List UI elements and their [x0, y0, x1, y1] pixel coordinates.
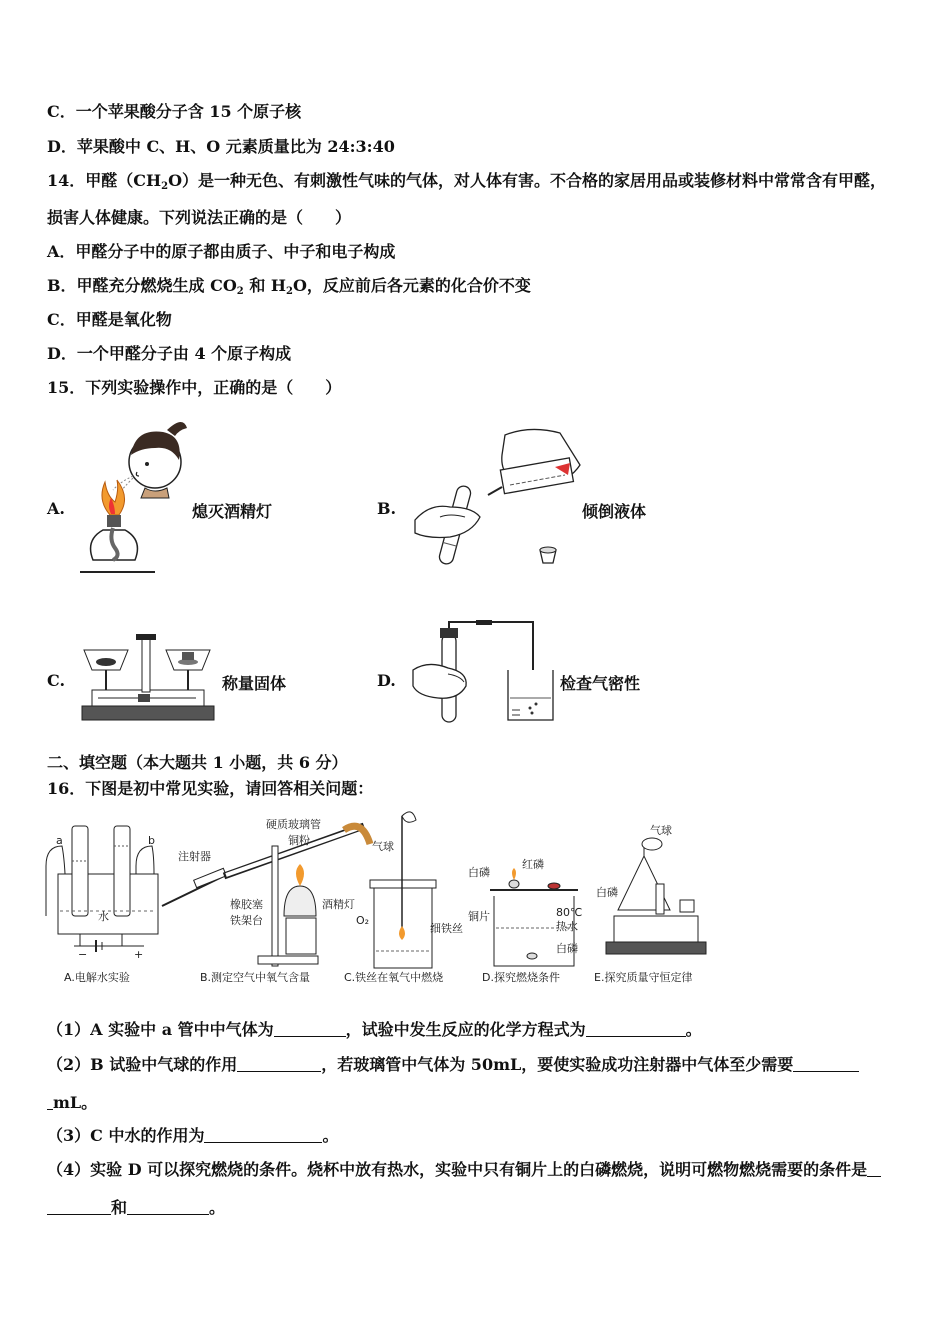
q13-option-d: D．苹果酸中 C、H、O 元素质量比为 24:3:40 [47, 137, 395, 156]
q15-option-a-caption: 熄灭酒精灯 [192, 502, 273, 521]
label-minus: − [78, 948, 88, 961]
label-water: 水 [98, 910, 109, 923]
q15-option-c-caption: 称量固体 [222, 674, 287, 693]
q16-sub3: （3）C 中水的作用为 。 [47, 1126, 339, 1145]
mass-conservation-apparatus [594, 823, 706, 984]
label-red-p: 红磷 [522, 858, 544, 871]
q15-option-b-caption: 倾倒液体 [582, 502, 647, 521]
q14-option-c: C．甲醛是氧化物 [47, 310, 172, 329]
q15-option-c-label: C. [47, 671, 66, 690]
label-lamp: 酒精灯 [322, 898, 355, 911]
label-stand: 铁架台 [230, 914, 263, 927]
balance-scale-illustration [78, 630, 218, 725]
electrolysis-apparatus [46, 826, 158, 984]
answer-blank[interactable] [127, 1200, 209, 1215]
q14-option-a: A．甲醛分子中的原子都由质子、中子和电子构成 [47, 242, 396, 261]
label-hot-water: 热水 [556, 920, 578, 933]
section2-title: 二、填空题（本大题共 1 小题，共 6 分） [47, 753, 348, 772]
q15-option-d-caption: 检查气密性 [560, 674, 641, 693]
q16-sub4: （4）实验 D 可以探究燃烧的条件。烧杯中放有热水，实验中只有铜片上的白磷燃烧，说明可燃物燃烧需要的条件是 [47, 1160, 881, 1180]
answer-blank[interactable] [586, 1022, 686, 1037]
label-glass-tube: 硬质玻璃管 [266, 818, 321, 831]
label-o2: O₂ [356, 914, 370, 927]
q15-option-d-label: D. [377, 671, 396, 690]
q14-option-b: B．甲醛充分燃烧生成 $CO_2$ 和 $H_2O$，反应前后各元素的化合价不变 [47, 276, 531, 297]
label-hot-water-temp: 80℃ [556, 906, 583, 919]
label-copper-powder: 铜粉 [288, 834, 310, 847]
caption-e: E.探究质量守恒定律 [594, 971, 693, 984]
q16-sub4-cont: 和 。 [47, 1198, 225, 1218]
caption-b: B.测定空气中氧气含量 [200, 971, 311, 984]
label-b: b [148, 834, 155, 847]
label-balloon2: 气球 [650, 824, 672, 837]
oxygen-content-apparatus [162, 817, 394, 984]
label-stopper: 橡胶塞 [230, 898, 263, 911]
label-a: a [56, 834, 63, 847]
combustion-conditions-apparatus [468, 857, 582, 984]
pouring-liquid-illustration [410, 425, 585, 575]
label-white-p3: 白磷 [596, 886, 618, 899]
label-white-p: 白磷 [468, 866, 490, 879]
q16-sub2-unit: mL。 [47, 1093, 97, 1113]
label-plus: + [134, 948, 144, 961]
blowing-lamp-illustration [75, 410, 190, 580]
answer-blank[interactable] [867, 1162, 881, 1177]
answer-blank[interactable] [793, 1057, 859, 1072]
q14-stem-line1: 14．甲醛$(CH_2O)$是一种无色、有刺激性气味的气体，对人体有害。不合格的家居用品或装修材料中常常含有甲醛， [47, 171, 887, 192]
answer-blank[interactable] [237, 1057, 321, 1072]
q14-stem-line2: 损害人体健康。下列说法正确的是（ ） [47, 208, 352, 227]
label-iron-wire: 细铁丝 [430, 922, 463, 935]
label-white-p2: 白磷 [556, 942, 578, 955]
q16-experiments-figure [44, 806, 714, 988]
answer-blank[interactable] [47, 1200, 111, 1215]
iron-burning-apparatus [344, 812, 463, 984]
q15-option-b-label: B. [377, 499, 397, 518]
q16-stem: 16．下图是初中常见实验，请回答相关问题： [47, 779, 374, 798]
label-balloon: 气球 [372, 840, 394, 853]
caption-d: D.探究燃烧条件 [482, 971, 560, 984]
caption-a: A.电解水实验 [64, 971, 130, 984]
label-syringe: 注射器 [178, 850, 211, 863]
q16-sub2: （2）B 试验中气球的作用 ，若玻璃管中气体为 50mL，要使实验成功注射器中气体至少需要 [47, 1055, 859, 1075]
answer-blank[interactable] [274, 1022, 346, 1037]
airtightness-check-illustration [408, 620, 558, 725]
q15-option-a-label: A. [47, 499, 65, 518]
q14-option-d: D．一个甲醛分子由 4 个原子构成 [47, 344, 292, 363]
q13-option-c: C．一个苹果酸分子含 15 个原子核 [47, 102, 302, 121]
answer-blank[interactable] [204, 1128, 322, 1143]
q15-stem: 15．下列实验操作中，正确的是（ ） [47, 378, 342, 397]
label-copper-sheet: 铜片 [468, 910, 490, 923]
caption-c: C.铁丝在氧气中燃烧 [344, 971, 444, 984]
q16-sub1: （1）A 实验中 a 管中中气体为 ，试验中发生反应的化学方程式为 。 [47, 1020, 702, 1039]
